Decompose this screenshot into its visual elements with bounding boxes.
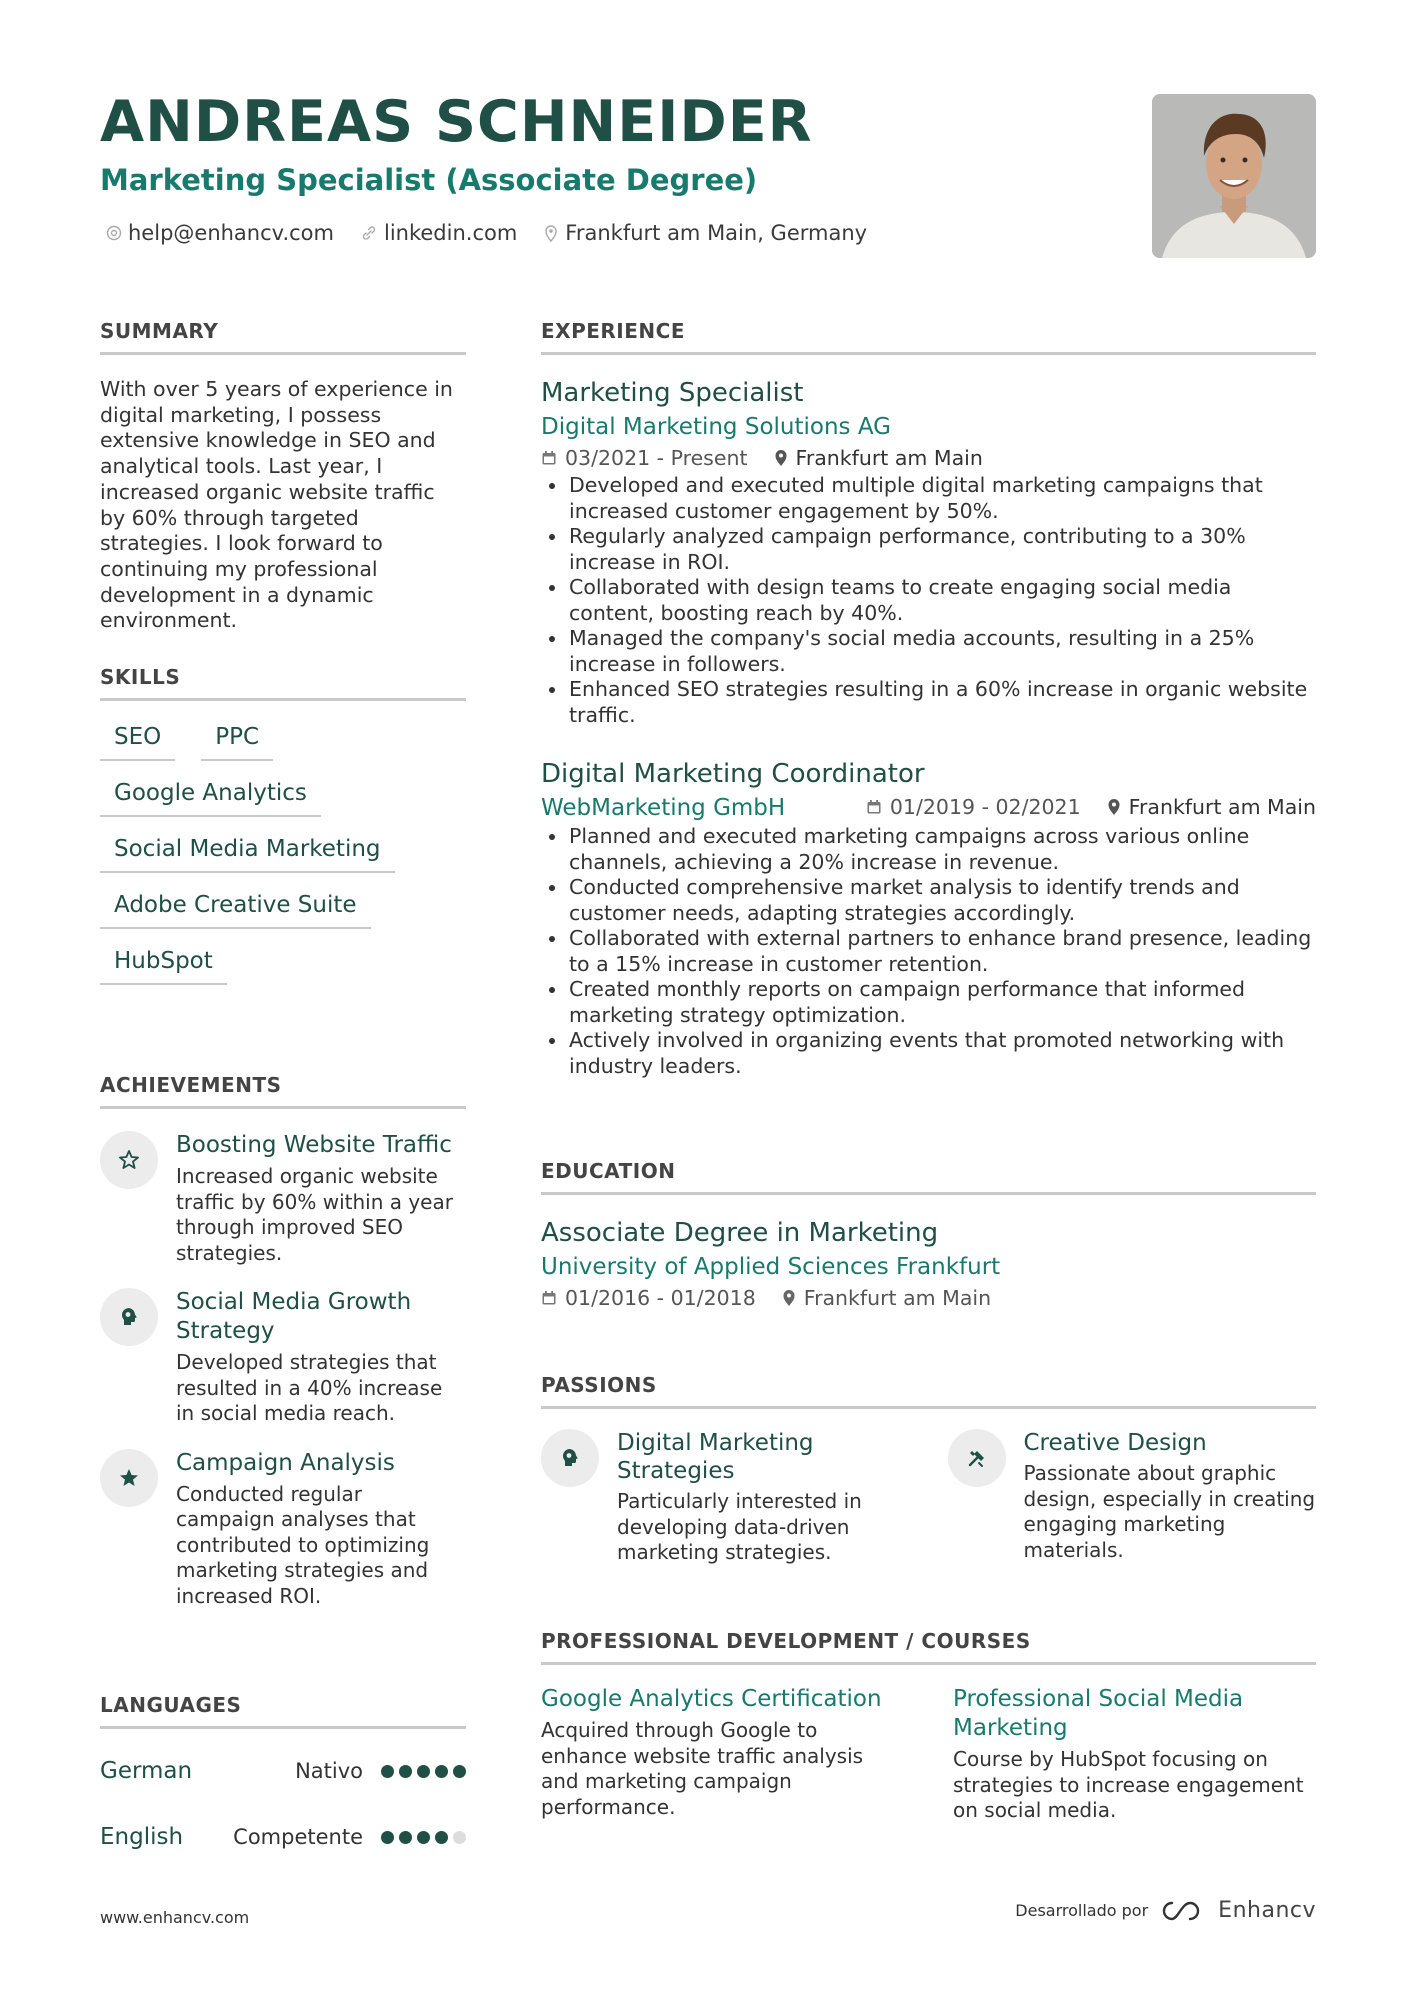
summary-text: With over 5 years of experience in digital marketing, I possess extensive knowledge in SEO and analytical tools. Last year, I increased organic website traffic by 60% through targeted strategies. I look forward to continuing my professional development in a dynamic environment.	[100, 377, 453, 633]
location-pin-icon	[774, 449, 788, 467]
location-pin-icon	[782, 1289, 796, 1307]
job-dates-text: 01/2019 - 02/2021	[889, 795, 1081, 819]
rating-dot	[399, 1765, 412, 1778]
education-location	[782, 1283, 991, 1313]
candidate-title: Marketing Specialist (Associate Degree)	[100, 163, 758, 197]
experience-section	[541, 318, 1316, 1079]
education-section	[541, 1158, 1316, 1313]
section-heading: PASSIONS	[541, 1372, 1316, 1409]
rating-dot	[453, 1765, 466, 1778]
language-level: Competente	[233, 1825, 363, 1849]
skill-tag: HubSpot	[100, 943, 227, 985]
passion-item	[948, 1429, 1317, 1566]
job-title: Marketing Specialist	[541, 378, 804, 408]
linkedin-text: linkedin.com	[383, 221, 518, 245]
star-outline-icon	[100, 1131, 158, 1189]
section-heading: EDUCATION	[541, 1158, 1316, 1195]
course-item	[541, 1685, 903, 1824]
job-entry	[541, 758, 1316, 1079]
job-bullet: Developed and executed multiple digital marketing campaigns that increased customer engagement by 50%.	[569, 473, 1316, 524]
rating-dot	[435, 1765, 448, 1778]
rating-dot	[381, 1765, 394, 1778]
location-pin-icon	[1107, 798, 1121, 816]
section-heading: EXPERIENCE	[541, 318, 1316, 355]
language-level: Nativo	[295, 1759, 363, 1783]
languages-section	[100, 1692, 466, 1857]
language-item	[100, 1817, 466, 1857]
passions-section	[541, 1372, 1316, 1566]
course-desc: Acquired through Google to enhance website traffic analysis and marketing campaign performance.	[541, 1718, 864, 1819]
job-location-text: Frankfurt am Main	[795, 446, 983, 470]
education-meta	[541, 1283, 1316, 1313]
achievement-desc: Conducted regular campaign analyses that contributed to optimizing marketing strategies and increased ROI.	[176, 1481, 430, 1608]
achievement-item	[100, 1449, 466, 1610]
profile-photo	[1152, 94, 1316, 258]
education-entry	[541, 1217, 1316, 1313]
language-rating	[381, 1765, 466, 1778]
design-tools-icon	[948, 1429, 1006, 1487]
contact-email[interactable]	[106, 218, 334, 248]
achievements-section	[100, 1072, 466, 1609]
job-subheader	[541, 790, 1316, 824]
rating-dot	[417, 1765, 430, 1778]
skill-tag: Adobe Creative Suite	[100, 887, 371, 929]
summary-section	[100, 318, 466, 634]
brand-name: Enhancv	[1218, 1898, 1316, 1923]
achievement-title: Campaign Analysis	[176, 1449, 395, 1476]
language-name: English	[100, 1824, 184, 1850]
achievement-desc: Developed strategies that resulted in a 40% increase in social media reach.	[176, 1350, 443, 1425]
job-bullets	[541, 473, 1316, 728]
job-bullets	[541, 824, 1316, 1079]
skill-tag: Social Media Marketing	[100, 831, 395, 873]
enhancv-logo-icon	[1160, 1899, 1206, 1923]
footer-brand[interactable]	[1015, 1898, 1316, 1923]
passion-title: Creative Design	[1023, 1430, 1207, 1456]
job-dates-text: 03/2021 - Present	[565, 446, 748, 470]
skill-tag: PPC	[201, 719, 273, 761]
job-location-text: Frankfurt am Main	[1128, 795, 1316, 819]
course-item	[953, 1685, 1315, 1824]
job-bullet: Managed the company's social media accounts, resulting in a 25% increase in followers.	[569, 626, 1316, 677]
rating-dot	[399, 1831, 412, 1844]
contact-linkedin[interactable]	[360, 218, 517, 248]
achievement-item	[100, 1131, 466, 1266]
job-meta	[866, 792, 1316, 822]
skill-tag: Google Analytics	[100, 775, 321, 817]
degree-title: Associate Degree in Marketing	[541, 1218, 939, 1248]
job-bullet: Actively involved in organizing events that promoted networking with industry leaders.	[569, 1028, 1316, 1079]
school-name: University of Applied Sciences Frankfurt	[541, 1254, 1001, 1280]
job-title: Digital Marketing Coordinator	[541, 759, 925, 789]
job-bullet: Enhanced SEO strategies resulting in a 60% increase in organic website traffic.	[569, 677, 1316, 728]
language-name: German	[100, 1758, 193, 1784]
rating-dot	[435, 1831, 448, 1844]
job-meta	[541, 443, 1316, 473]
achievement-title: Boosting Website Traffic	[176, 1132, 452, 1158]
rating-dot	[381, 1831, 394, 1844]
courses-section	[541, 1628, 1316, 1824]
star-filled-icon	[100, 1449, 158, 1507]
contact-bar	[106, 218, 867, 248]
section-heading: SKILLS	[100, 664, 466, 701]
achievement-title: Social Media Growth Strategy	[176, 1289, 412, 1344]
job-company: Digital Marketing Solutions AG	[541, 414, 891, 440]
job-dates	[541, 443, 748, 473]
job-location	[1107, 792, 1316, 822]
calendar-icon	[541, 450, 557, 466]
job-bullet: Collaborated with external partners to enhance brand presence, leading to a 15% increase in customer retention.	[569, 926, 1316, 977]
course-desc: Course by HubSpot focusing on strategies to increase engagement on social media.	[953, 1747, 1304, 1822]
achievement-item	[100, 1288, 466, 1427]
email-text: help@enhancv.com	[128, 221, 334, 245]
link-icon	[360, 224, 378, 242]
job-location	[774, 443, 983, 473]
rating-dot	[453, 1831, 466, 1844]
candidate-name: ANDREAS SCHNEIDER	[100, 89, 813, 155]
section-heading: SUMMARY	[100, 318, 466, 355]
section-heading: PROFESSIONAL DEVELOPMENT / COURSES	[541, 1628, 1316, 1665]
skill-tag: SEO	[100, 719, 175, 761]
passion-item	[541, 1429, 910, 1566]
rating-dot	[417, 1831, 430, 1844]
passion-desc: Particularly interested in developing data-driven marketing strategies.	[617, 1489, 862, 1564]
job-company: WebMarketing GmbH	[541, 795, 786, 821]
contact-location	[543, 218, 867, 248]
job-bullet: Conducted comprehensive market analysis to identify trends and customer needs, adapting strategies accordingly.	[569, 875, 1316, 926]
courses-list	[541, 1685, 1316, 1824]
location-text: Frankfurt am Main, Germany	[565, 221, 868, 245]
location-pin-icon	[543, 224, 559, 242]
job-bullet: Planned and executed marketing campaigns across various online channels, achieving a 20% increase in revenue.	[569, 824, 1316, 875]
education-location-text: Frankfurt am Main	[803, 1286, 992, 1310]
section-heading: ACHIEVEMENTS	[100, 1072, 466, 1109]
education-dates	[541, 1283, 756, 1313]
at-icon	[106, 225, 122, 241]
head-brain-icon	[541, 1429, 599, 1487]
skills-section	[100, 664, 466, 999]
calendar-icon	[866, 799, 882, 815]
footer-url[interactable]: www.enhancv.com	[100, 1908, 250, 1927]
course-title: Google Analytics Certification	[541, 1686, 882, 1712]
language-item	[100, 1751, 466, 1791]
job-bullet: Regularly analyzed campaign performance, contributing to a 30% increase in ROI.	[569, 524, 1316, 575]
powered-by-text: Desarrollado por	[1015, 1901, 1149, 1920]
job-dates	[866, 792, 1081, 822]
section-heading: LANGUAGES	[100, 1692, 466, 1729]
calendar-icon	[541, 1290, 557, 1306]
head-brain-icon	[100, 1288, 158, 1346]
passion-title: Digital Marketing Strategies	[617, 1430, 814, 1484]
skills-list	[100, 719, 466, 985]
job-bullet: Collaborated with design teams to create engaging social media content, boosting reach by 40%.	[569, 575, 1316, 626]
job-entry	[541, 377, 1316, 728]
language-rating	[381, 1831, 466, 1844]
education-dates-text: 01/2016 - 01/2018	[565, 1286, 756, 1310]
passions-list	[541, 1429, 1316, 1566]
job-bullet: Created monthly reports on campaign performance that informed marketing strategy optimization.	[569, 977, 1316, 1028]
achievement-desc: Increased organic website traffic by 60% within a year through improved SEO strategies.	[176, 1164, 453, 1265]
course-title: Professional Social Media Marketing	[953, 1686, 1244, 1741]
passion-desc: Passionate about graphic design, especially in creating engaging marketing materials.	[1023, 1461, 1316, 1562]
